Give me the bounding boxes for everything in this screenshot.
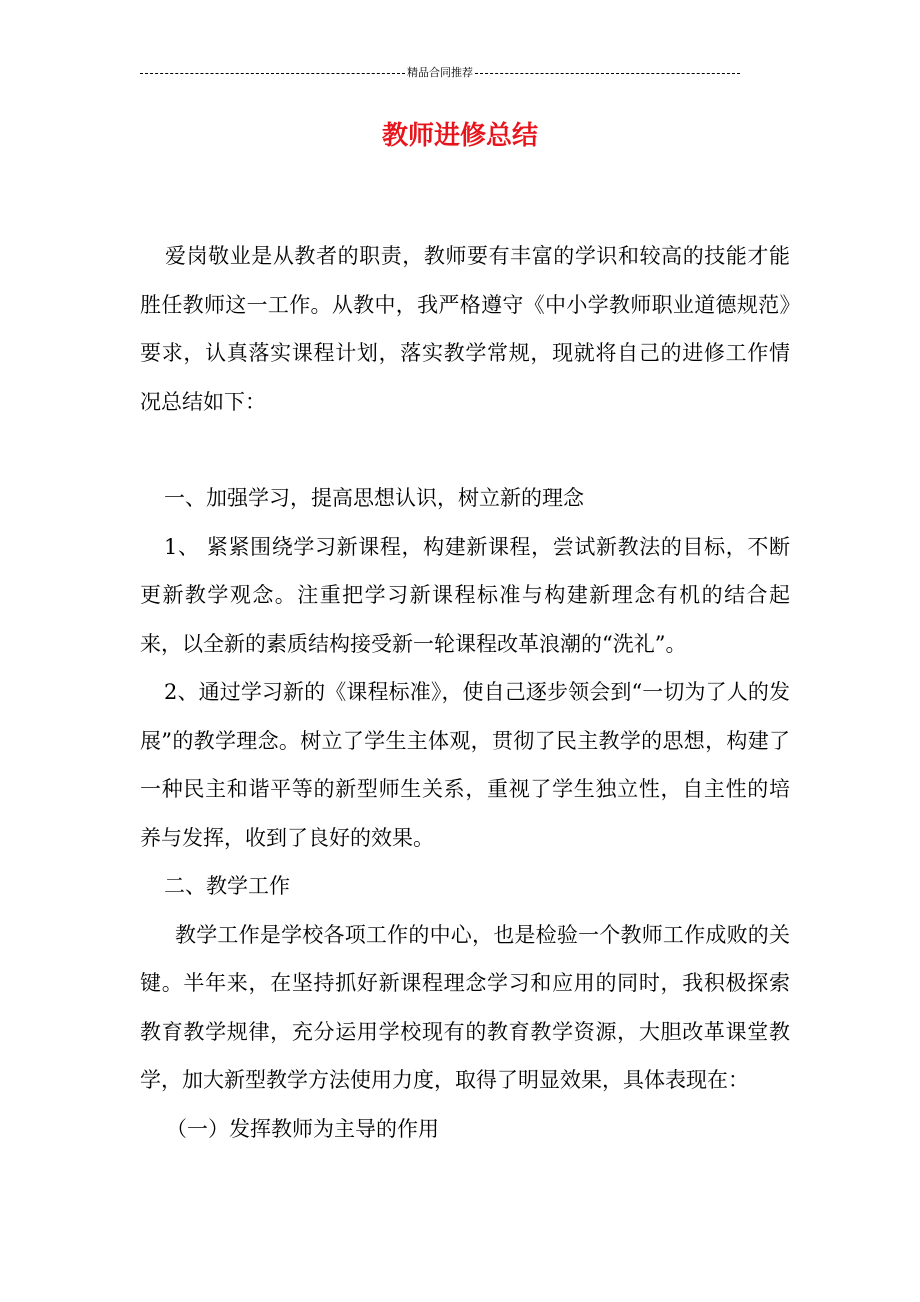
subsection-heading-1: （一）发挥教师为主导的作用 [166, 1116, 439, 1141]
section-heading-2: 二、教学工作 [164, 874, 290, 898]
document-title: 教师进修总结 [381, 121, 538, 151]
teaching-paragraph: 教学工作是学校各项工作的中心，也是检验一个教师工作成败的关键。半年来，在坚持抓好新课程理念学习和应用的同时，我积极探索教育教学规律，充分运用学校现有的教育教学资源，大胆改革课堂教学，加大新型教学方法使用力度，取得了明显效果，具体表现在： [140, 922, 790, 1092]
document-body [140, 232, 790, 1153]
header-text: 精品合同推荐 [407, 66, 473, 79]
header-dash-left [140, 73, 405, 74]
header-dash-right [475, 73, 740, 74]
page-header [140, 66, 740, 80]
blank-line [140, 426, 790, 474]
section-heading-1: 一、加强学习，提高思想认识，树立新的理念 [164, 486, 584, 510]
list-item-1: 1、 紧紧围绕学习新课程，构建新课程，尝试新教法的目标，不断更新教学观念。注重把学习新课程标准与构建新理念有机的结合起来，以全新的素质结构接受新一轮课程改革浪潮的“洗礼”。 [140, 534, 790, 656]
intro-paragraph: 爱岗敬业是从教者的职责，教师要有丰富的学识和较高的技能才能胜任教师这一工作。从教中，我严格遵守《中小学教师职业道德规范》要求，认真落实课程计划，落实教学常规，现就将自己的进修工作情况总结如下： [140, 244, 790, 414]
list-item-2: 2、通过学习新的《课程标准》，使自己逐步领会到“一切为了人的发展”的教学理念。树立了学生主体观，贯彻了民主教学的思想，构建了一种民主和谐平等的新型师生关系，重视了学生独立性，自主性的培养与发挥，收到了良好的效果。 [140, 680, 790, 850]
